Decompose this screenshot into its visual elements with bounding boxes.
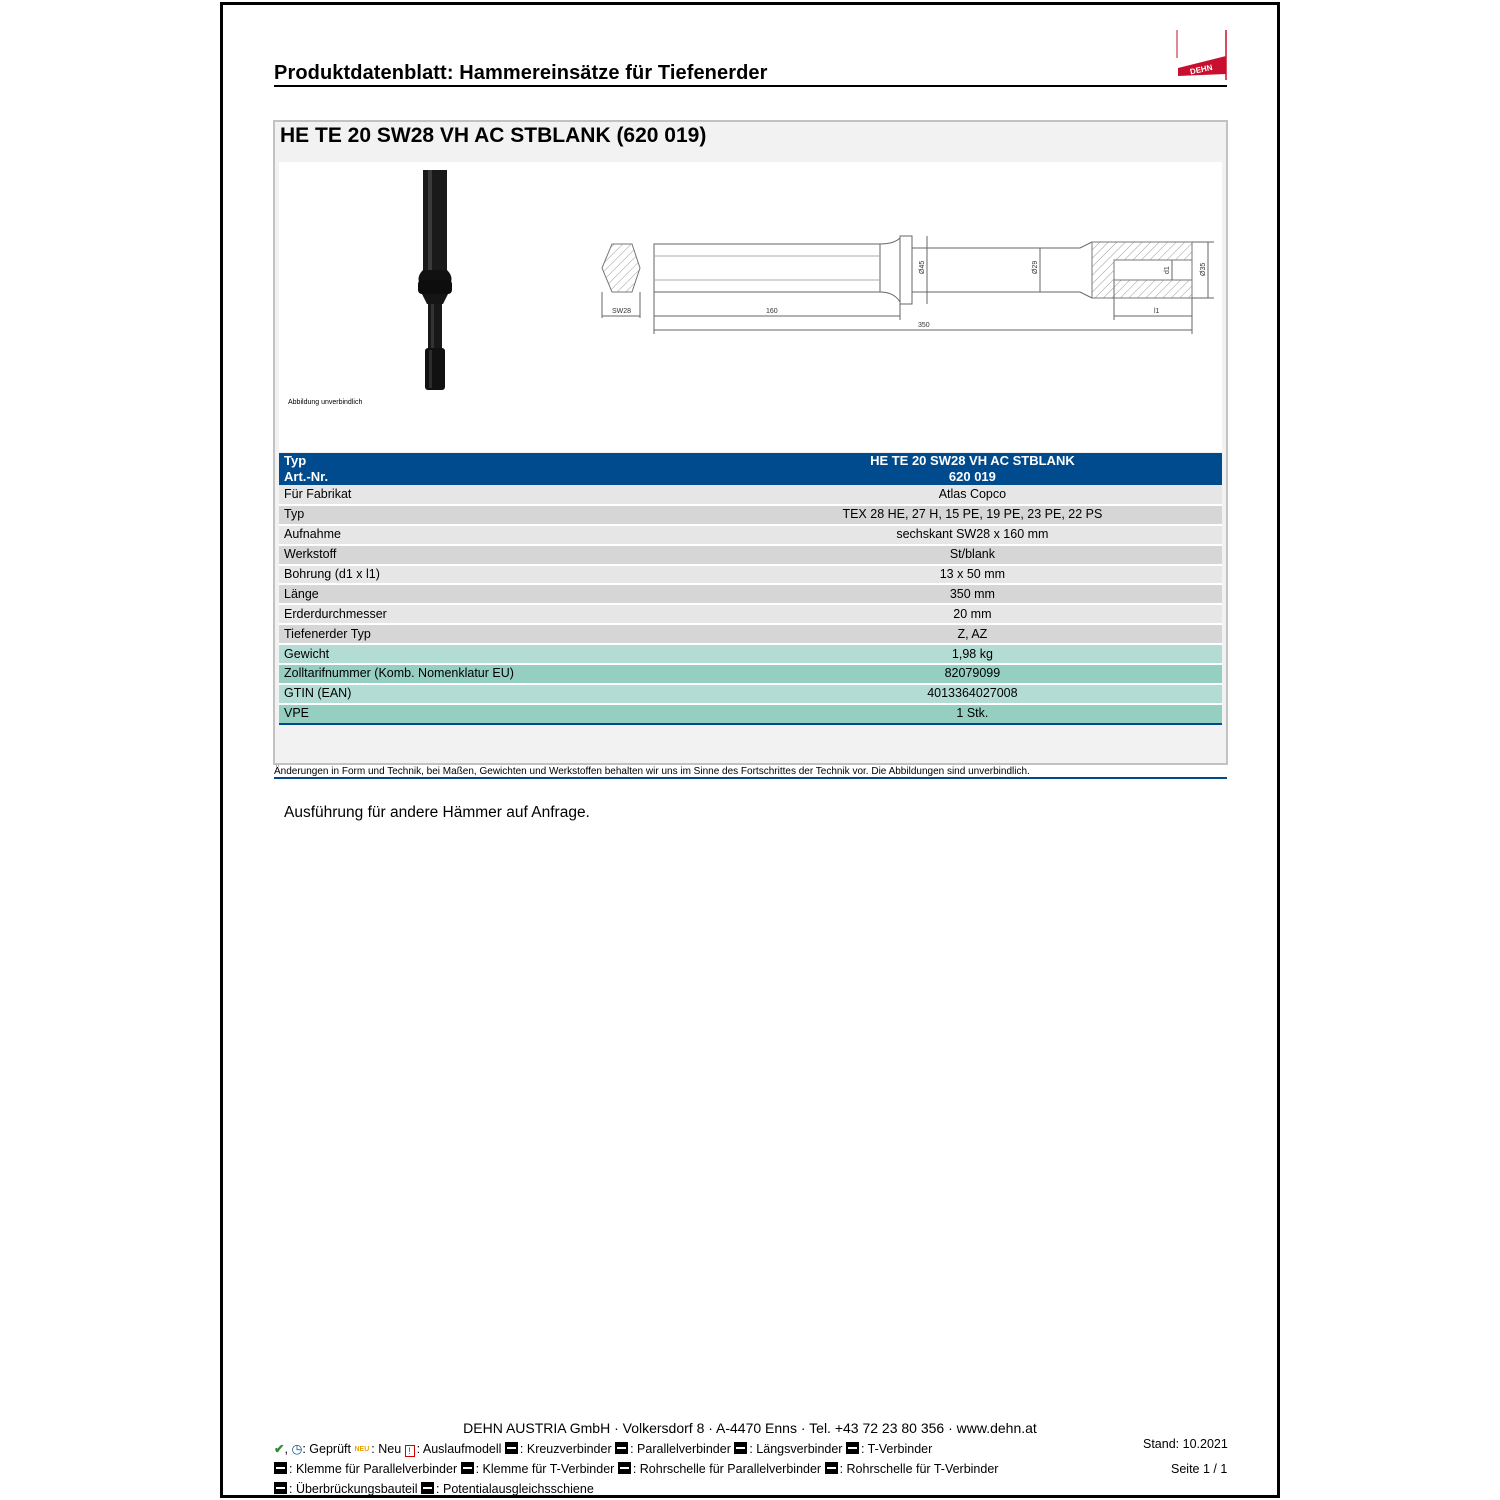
table-row bbox=[279, 684, 1222, 704]
row-label: Bohrung (d1 x l1) bbox=[279, 565, 723, 585]
logo-text: DEHN bbox=[1189, 62, 1214, 77]
parallel-connector-icon bbox=[615, 1442, 628, 1454]
header-value: HE TE 20 SW28 VH AC STBLANK bbox=[723, 453, 1222, 469]
clock-icon: ◷ bbox=[291, 1442, 303, 1456]
technical-drawing bbox=[594, 230, 1222, 340]
table-row bbox=[279, 565, 1222, 585]
footer-address: DEHN AUSTRIA GmbH · Volkersdorf 8 · A-4470 Enns · Tel. +43 72 23 80 356 · www.dehn.at bbox=[463, 1420, 1037, 1436]
longitudinal-connector-icon bbox=[734, 1442, 747, 1454]
row-label: Für Fabrikat bbox=[279, 485, 723, 505]
photo-caption: Abbildung unverbindlich bbox=[288, 399, 363, 406]
row-label: Gewicht bbox=[279, 644, 723, 664]
product-photo bbox=[415, 168, 455, 394]
footer-date: Stand: 10.2021 bbox=[1143, 1437, 1228, 1451]
table-row bbox=[279, 545, 1222, 565]
legend-tverb: : T-Verbinder bbox=[860, 1442, 933, 1456]
row-value: Atlas Copco bbox=[723, 485, 1222, 505]
label-d45: Ø45 bbox=[919, 260, 926, 274]
label-350: 350 bbox=[918, 322, 930, 329]
legend-kreuz: : Kreuzverbinder bbox=[519, 1442, 612, 1456]
disclaimer-divider bbox=[274, 777, 1227, 779]
row-value: 13 x 50 mm bbox=[723, 565, 1222, 585]
product-title: HE TE 20 SW28 VH AC STBLANK (620 019) bbox=[280, 124, 707, 147]
bridging-component-icon bbox=[274, 1482, 287, 1494]
header-value: 620 019 bbox=[723, 469, 1222, 485]
row-value: sechskant SW28 x 160 mm bbox=[723, 525, 1222, 545]
row-label: Tiefenerder Typ bbox=[279, 624, 723, 644]
row-label: Länge bbox=[279, 584, 723, 604]
exclamation-icon: ! bbox=[405, 1445, 415, 1457]
legend-laengs: : Längsverbinder bbox=[749, 1442, 843, 1456]
row-value: TEX 28 HE, 27 H, 15 PE, 19 PE, 23 PE, 22 PS bbox=[723, 505, 1222, 525]
document-title: Produktdatenblatt: Hammereinsätze für Tiefenerder bbox=[274, 62, 768, 84]
legend-pot: : Potentialausgleichsschiene bbox=[436, 1482, 594, 1496]
clamp-t-icon bbox=[461, 1462, 474, 1474]
row-label: GTIN (EAN) bbox=[279, 684, 723, 704]
new-badge-icon: NEU bbox=[354, 1446, 370, 1453]
row-value: St/blank bbox=[723, 545, 1222, 565]
note-text: Ausführung für andere Hämmer auf Anfrage. bbox=[284, 804, 590, 821]
row-value: 350 mm bbox=[723, 584, 1222, 604]
header-label: Typ bbox=[279, 453, 723, 469]
row-label: Werkstoff bbox=[279, 545, 723, 565]
disclaimer-text: Änderungen in Form und Technik, bei Maßen, Gewichten und Werkstoffen behalten wir uns im Sinne des Fortschrittes der Technik vor. Die Abbildungen sind unverbindlich. bbox=[274, 766, 1030, 777]
label-d29: Ø29 bbox=[1032, 260, 1039, 274]
table-row bbox=[279, 584, 1222, 604]
table-row bbox=[279, 525, 1222, 545]
label-sw: SW28 bbox=[612, 308, 632, 315]
pipe-clamp-parallel-icon bbox=[618, 1462, 631, 1474]
row-value: 4013364027008 bbox=[723, 684, 1222, 704]
title-divider bbox=[274, 85, 1227, 87]
row-label: Aufnahme bbox=[279, 525, 723, 545]
table-row bbox=[279, 604, 1222, 624]
legend-geprueft: : Geprüft bbox=[302, 1442, 351, 1456]
footer-page-number: Seite 1 / 1 bbox=[1171, 1462, 1228, 1476]
checkmark-icon: ✔ bbox=[274, 1442, 285, 1456]
dehn-logo bbox=[1176, 30, 1227, 80]
table-row bbox=[279, 624, 1222, 644]
table-header-row bbox=[279, 469, 1222, 485]
label-160: 160 bbox=[766, 308, 778, 315]
label-d1: d1 bbox=[1164, 266, 1171, 274]
row-label: Zolltarifnummer (Komb. Nomenklatur EU) bbox=[279, 664, 723, 684]
legend-parallel: : Parallelverbinder bbox=[630, 1442, 731, 1456]
row-label: VPE bbox=[279, 704, 723, 724]
product-data-table bbox=[279, 453, 1222, 725]
table-row bbox=[279, 704, 1222, 724]
table-row bbox=[279, 644, 1222, 664]
row-value: 20 mm bbox=[723, 604, 1222, 624]
row-value: 1,98 kg bbox=[723, 644, 1222, 664]
legend-ueber: : Überbrückungsbauteil bbox=[289, 1482, 418, 1496]
clamp-parallel-icon bbox=[274, 1462, 287, 1474]
row-value: Z, AZ bbox=[723, 624, 1222, 644]
row-value: 1 Stk. bbox=[723, 704, 1222, 724]
equipotential-bar-icon bbox=[421, 1482, 434, 1494]
legend-rohr-t: : Rohrschelle für T-Verbinder bbox=[839, 1462, 999, 1476]
cross-connector-icon bbox=[505, 1442, 518, 1454]
pipe-clamp-t-icon bbox=[825, 1462, 838, 1474]
row-value: 82079099 bbox=[723, 664, 1222, 684]
label-d35: Ø35 bbox=[1200, 262, 1207, 276]
table-row bbox=[279, 505, 1222, 525]
table-row bbox=[279, 664, 1222, 684]
legend-neu: : Neu bbox=[371, 1442, 402, 1456]
legend-rohr-par: : Rohrschelle für Parallelverbinder bbox=[632, 1462, 822, 1476]
legend-line-3 bbox=[274, 1482, 594, 1496]
label-l1: l1 bbox=[1154, 308, 1160, 315]
legend-line-1: ✔, ◷: Geprüft NEU : Neu ! : Auslaufmodell : Kreuzverbinder : Parallelverbinder : Längsverbinder : T-Verbinder bbox=[274, 1442, 933, 1456]
table-header-row bbox=[279, 453, 1222, 469]
row-label: Erderdurchmesser bbox=[279, 604, 723, 624]
legend-line-2 bbox=[274, 1462, 998, 1476]
table-bottom-rule bbox=[279, 723, 1222, 725]
header-label: Art.-Nr. bbox=[279, 469, 723, 485]
legend-auslauf: : Auslaufmodell bbox=[416, 1442, 502, 1456]
legend-klemme-t: : Klemme für T-Verbinder bbox=[475, 1462, 615, 1476]
legend-klemme-par: : Klemme für Parallelverbinder bbox=[289, 1462, 458, 1476]
row-label: Typ bbox=[279, 505, 723, 525]
t-connector-icon bbox=[846, 1442, 859, 1454]
table-row bbox=[279, 485, 1222, 505]
